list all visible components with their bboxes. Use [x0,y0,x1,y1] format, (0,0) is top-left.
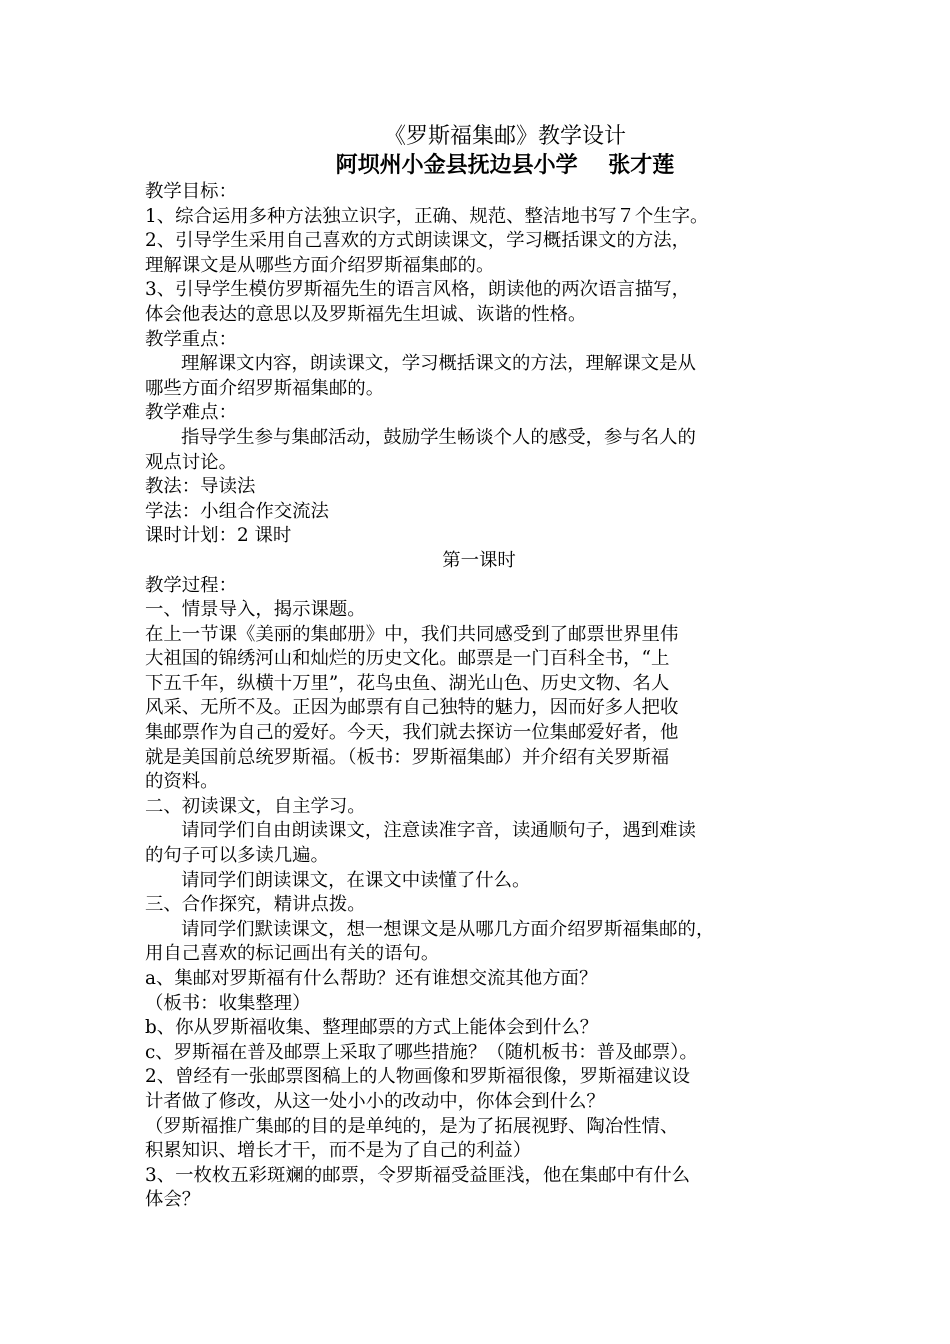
text-line: 教学难点： [145,402,237,424]
document-subtitle: 阿坝州小金县抚边县小学 张才莲 [335,153,675,178]
text-line: 的句子可以多读几遍。 [145,845,329,867]
text-line: 风采、无所不及。正因为邮票有自己独特的魅力，因而好多人把收 [145,697,679,719]
text-line: 请同学们默读课文，想一想课文是从哪几方面介绍罗斯福集邮的， [181,918,715,940]
document-page [145,122,825,1213]
text-line: 二、初读课文，自主学习。 [145,795,366,817]
text-line: a、集邮对罗斯福有什么帮助？还有谁想交流其他方面？ [145,968,598,989]
text-line: 教学目标： [145,181,237,202]
text-line: c、罗斯福在普及邮票上采取了哪些措施？（随机板书：普及邮票）。 [145,1041,698,1063]
text-line: 的资料。 [145,771,219,793]
text-line: 教学过程： [145,574,237,596]
text-line: 大祖国的锦绣河山和灿烂的历史文化。邮票是一门百科全书，“上 [145,648,670,670]
document-title: 《罗斯福集邮》教学设计 [383,124,626,149]
text-line: 就是美国前总统罗斯福。（板书：罗斯福集邮）并介绍有关罗斯福 [145,746,670,768]
text-line: 3、一枚枚五彩斑斓的邮票，令罗斯福受益匪浅，他在集邮中有什么 [145,1164,691,1186]
text-line: 课时计划：2 课时 [145,525,292,547]
text-line: 理解课文是从哪些方面介绍罗斯福集邮的。 [145,254,495,276]
text-line: 积累知识、增长才干，而不是为了自己的利益） [145,1140,532,1162]
text-line: 学法：小组合作交流法 [145,500,329,522]
text-line: 请同学们自由朗读课文，注意读准字音，读通顺句子，遇到难读 [181,820,696,842]
text-line: 观点讨论。 [145,451,237,473]
text-line: 体会？ [145,1189,201,1211]
text-line: 3、引导学生模仿罗斯福先生的语言风格，朗读他的两次语言描写， [145,279,691,301]
text-line: 用自己喜欢的标记画出有关的语句。 [145,943,440,965]
text-line: 体会他表达的意思以及罗斯福先生坦诚、诙谐的性格。 [145,303,587,325]
text-line: 1、综合运用多种方法独立识字，正确、规范、整洁地书写７个生字。 [145,205,709,227]
document-body [145,180,825,1213]
text-line: （罗斯福推广集邮的目的是单纯的，是为了拓展视野、陶冶性情、 [145,1115,679,1137]
text-line: b、你从罗斯福收集、整理邮票的方式上能体会到什么？ [145,1017,599,1039]
text-line: 2、曾经有一张邮票图稿上的人物画像和罗斯福很像，罗斯福建议设 [145,1066,691,1088]
text-line: 请同学们朗读课文，在课文中读懂了什么。 [181,869,531,891]
text-line: 哪些方面介绍罗斯福集邮的。 [145,377,385,399]
text-line: 在上一节课《美丽的集邮册》中，我们共同感受到了邮票世界里伟 [145,623,679,645]
text-line: 教法：导读法 [145,476,256,498]
text-line: 下五千年，纵横十万里”，花鸟虫鱼、湖光山色、历史文物、名人 [145,672,670,694]
text-line: 教学重点： [145,328,237,350]
text-line: 2、引导学生采用自己喜欢的方式朗读课文，学习概括课文的方法， [145,230,691,252]
text-line: 三、合作探究，精讲点拨。 [145,894,366,916]
text-line: 指导学生参与集邮活动，鼓励学生畅谈个人的感受，参与名人的 [181,426,696,448]
text-line: 一、情景导入，揭示课题。 [145,599,366,621]
text-line: （板书：收集整理） [145,992,311,1014]
section-heading: 第一课时 [442,549,516,571]
text-line: 集邮票作为自己的爱好。今天，我们就去探访一位集邮爱好者，他 [145,722,679,744]
text-line: 计者做了修改，从这一处小小的改动中，你体会到什么？ [145,1090,605,1112]
text-line: 理解课文内容，朗读课文，学习概括课文的方法，理解课文是从 [181,353,696,375]
